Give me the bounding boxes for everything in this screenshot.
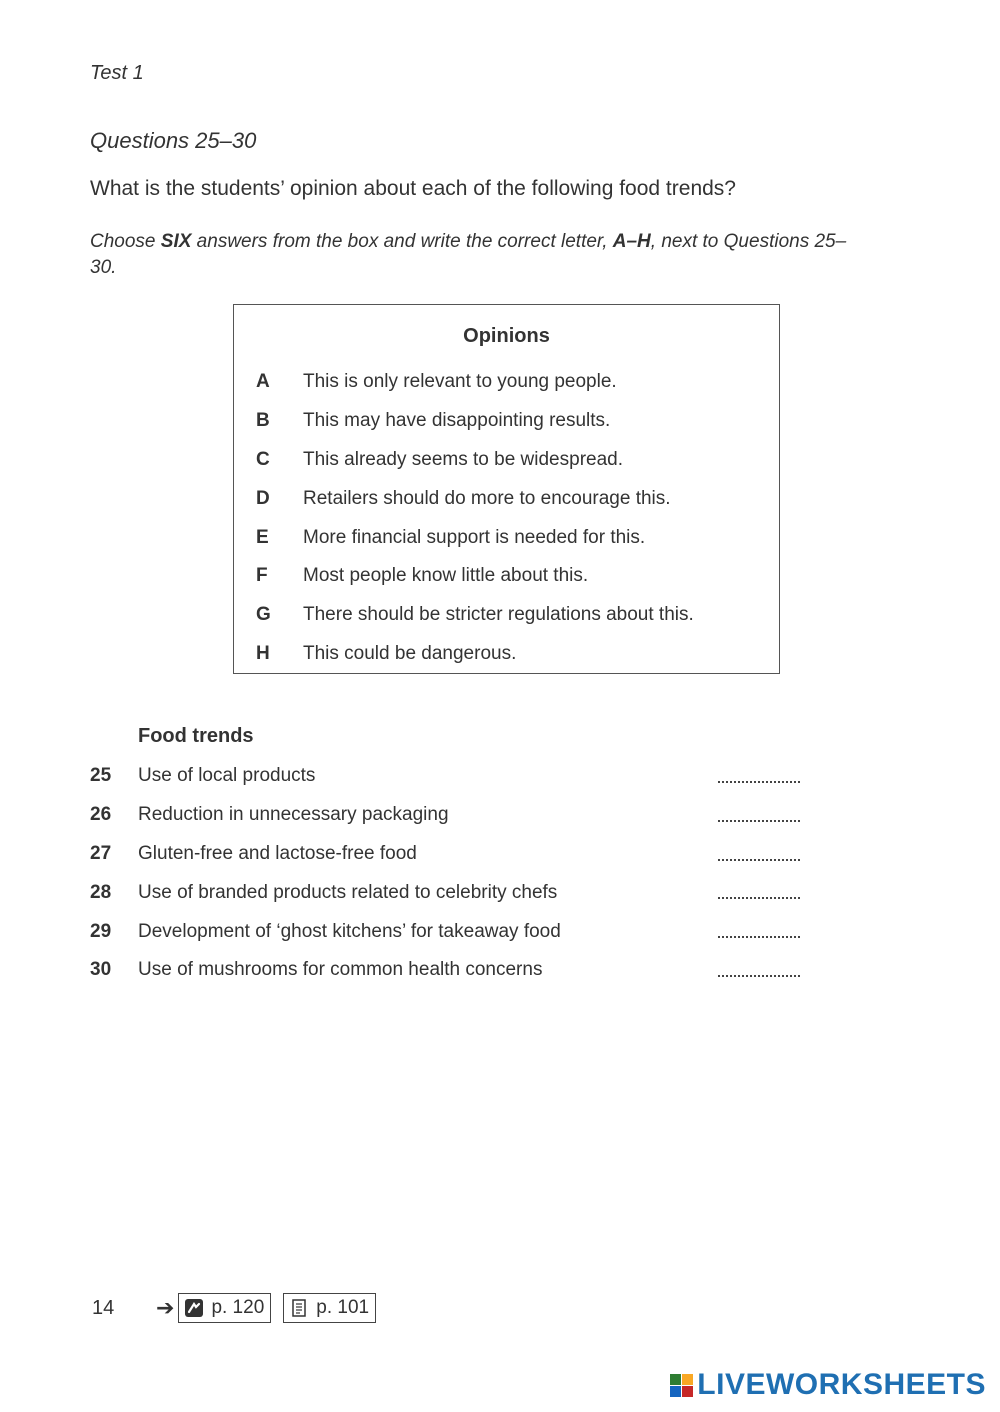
food-trend-text: Use of local products — [138, 765, 316, 787]
opinion-item — [256, 596, 694, 635]
answer-input-25[interactable] — [718, 773, 800, 783]
instruction-six: SIX — [160, 231, 192, 252]
opinion-letter: B — [256, 410, 270, 432]
audio-reference — [178, 1293, 271, 1323]
opinion-item — [256, 363, 694, 402]
instruction-pre: Choose — [90, 231, 161, 252]
food-trend-text: Development of ‘ghost kitchens’ for takeaway food — [138, 920, 561, 942]
opinion-text: Retailers should do more to encourage this. — [303, 487, 671, 509]
opinion-item — [256, 518, 694, 557]
opinion-text: This already seems to be widespread. — [303, 448, 623, 470]
opinion-letter: D — [256, 487, 270, 509]
opinion-letter: F — [256, 565, 268, 587]
transcript-reference — [283, 1293, 376, 1323]
instruction-letters: A–H — [612, 231, 651, 252]
instruction-mid: answers from the box and write the correct letter, — [191, 231, 613, 252]
question-number: 27 — [90, 842, 112, 864]
food-trend-row — [90, 796, 810, 835]
opinion-text: This is only relevant to young people. — [303, 371, 617, 393]
food-trend-text: Use of branded products related to celebrity chefs — [138, 881, 558, 903]
food-trends-heading: Food trends — [138, 725, 254, 747]
document-icon — [290, 1299, 308, 1317]
question-number: 30 — [90, 959, 112, 981]
arrow-right-icon: ➔ — [156, 1295, 175, 1320]
answer-input-27[interactable] — [718, 851, 800, 861]
brand-name: LIVEWORKSHEETS — [697, 1368, 986, 1401]
questions-range: Questions 25–30 — [90, 128, 257, 153]
answer-input-26[interactable] — [718, 812, 800, 822]
page-number: 14 — [92, 1296, 115, 1319]
food-trend-row — [90, 757, 810, 796]
transcript-page-ref: p. 101 — [316, 1297, 370, 1318]
logo-square-3 — [670, 1386, 681, 1397]
test-label: Test 1 — [90, 62, 144, 84]
question-number: 26 — [90, 804, 112, 826]
food-trend-text: Reduction in unnecessary packaging — [138, 804, 449, 826]
audio-page-ref: p. 120 — [211, 1297, 265, 1318]
opinion-item — [256, 635, 694, 674]
food-trend-text: Use of mushrooms for common health concerns — [138, 959, 543, 981]
opinion-list — [256, 363, 694, 673]
food-trend-row — [90, 873, 810, 912]
food-trend-row — [90, 835, 810, 874]
opinion-item — [256, 441, 694, 480]
instruction-post: , next to Questions 25–30. — [90, 231, 847, 278]
question-number: 29 — [90, 920, 112, 942]
question-number: 28 — [90, 881, 112, 903]
instruction-text — [90, 229, 850, 281]
food-trend-row — [90, 912, 810, 951]
opinion-item — [256, 402, 694, 441]
opinion-letter: C — [256, 448, 270, 470]
opinion-text: Most people know little about this. — [303, 565, 589, 587]
opinion-letter: G — [256, 604, 271, 626]
opinions-box — [233, 304, 780, 674]
audio-icon — [185, 1299, 203, 1317]
opinions-title: Opinions — [463, 325, 550, 347]
liveworksheets-brand[interactable] — [670, 1370, 986, 1400]
opinion-letter: A — [256, 371, 270, 393]
opinion-letter: H — [256, 642, 270, 664]
opinion-item — [256, 479, 694, 518]
logo-square-1 — [670, 1374, 681, 1385]
liveworksheets-logo-icon — [670, 1374, 693, 1397]
page-footer — [92, 1292, 388, 1324]
answer-input-30[interactable] — [718, 967, 800, 977]
logo-square-2 — [682, 1374, 693, 1385]
logo-square-4 — [682, 1386, 693, 1397]
question-prompt: What is the students’ opinion about each of the following food trends? — [90, 177, 736, 200]
answer-input-28[interactable] — [718, 889, 800, 899]
opinion-text: More financial support is needed for this. — [303, 526, 646, 548]
opinion-letter: E — [256, 526, 269, 548]
answer-input-29[interactable] — [718, 928, 800, 938]
opinion-item — [256, 557, 694, 596]
question-number: 25 — [90, 765, 112, 787]
food-trend-text: Gluten-free and lactose-free food — [138, 842, 417, 864]
food-trend-list — [90, 757, 810, 990]
opinion-text: This may have disappointing results. — [303, 410, 611, 432]
opinion-text: This could be dangerous. — [303, 642, 517, 664]
food-trend-row — [90, 951, 810, 990]
opinion-text: There should be stricter regulations about this. — [303, 604, 694, 626]
